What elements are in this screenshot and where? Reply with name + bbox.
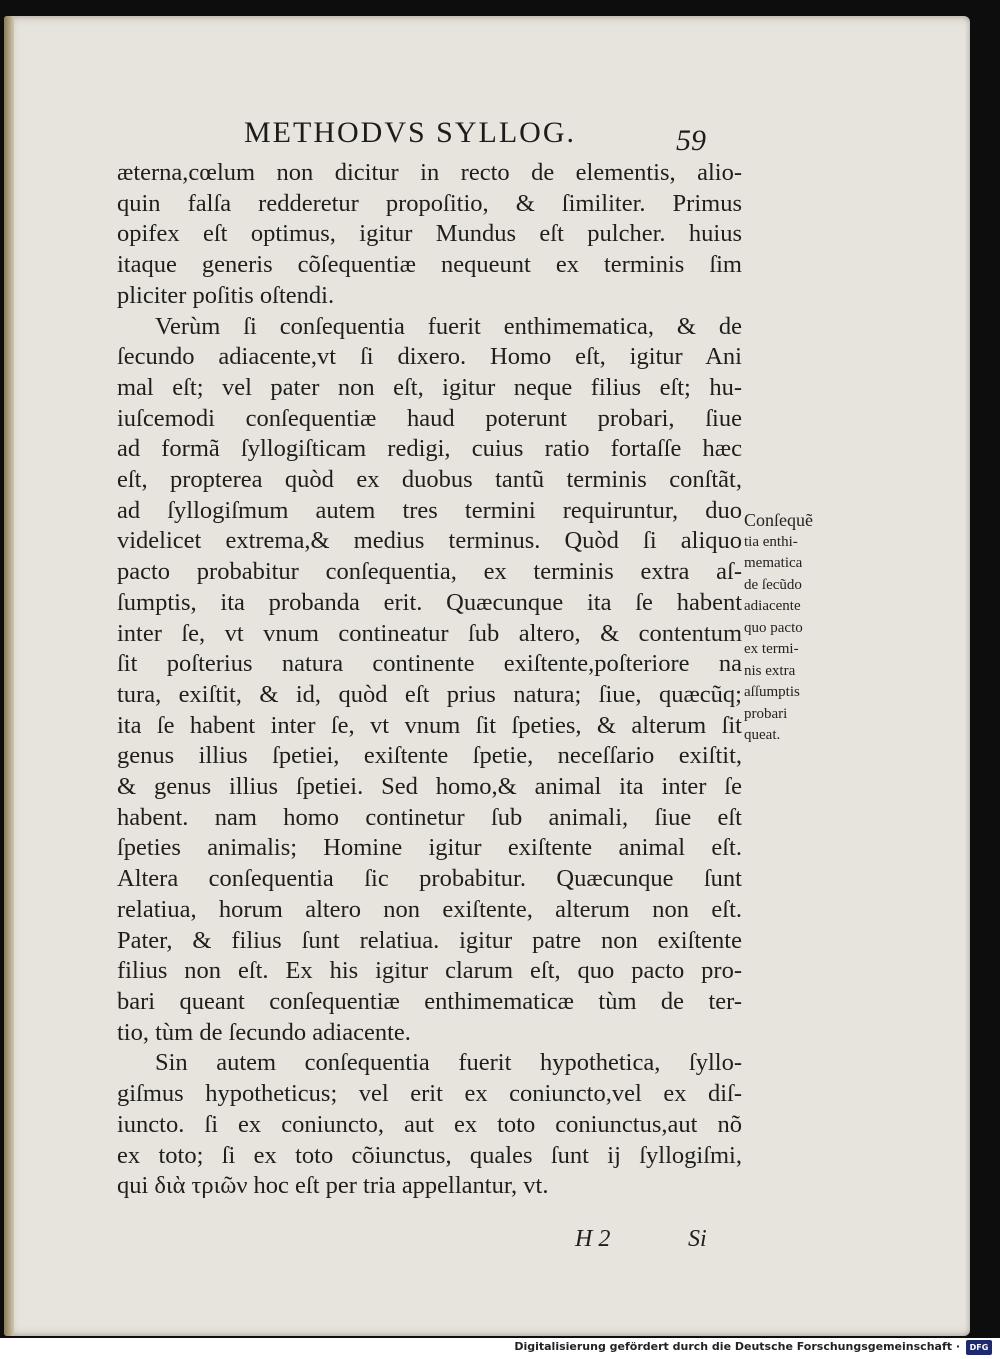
text-line: genus illius ſpetiei, exiſtente ſpetie, neceſſario exiſtit, bbox=[117, 742, 742, 770]
text-line: videlicet extrema,& medius terminus. Quòd ſi aliquo bbox=[117, 527, 742, 555]
text-line: & genus illius ſpetiei. Sed homo,& animal ita inter ſe bbox=[117, 773, 742, 801]
text-line: tio, tùm de ſecundo adiacente. bbox=[117, 1018, 411, 1046]
text-line: opifex eſt optimus, igitur Mundus eſt pulcher. huius bbox=[117, 220, 742, 248]
text-line: giſmus hypotheticus; vel erit ex coniuncto,vel ex diſ- bbox=[117, 1080, 742, 1108]
marginal-note bbox=[744, 510, 839, 747]
text-line: eſt, propterea quòd ex duobus tantũ terminis conſtãt, bbox=[117, 466, 742, 494]
margin-line: adiacente bbox=[744, 598, 801, 614]
text-line: ad formã ſyllogiſticam redigi, cuius ratio fortaſſe hæc bbox=[117, 435, 742, 463]
text-line: Sin autem conſequentia fuerit hypothetica, ſyllo- bbox=[155, 1049, 742, 1077]
main-text-block bbox=[117, 158, 742, 1202]
digitization-footer bbox=[0, 1338, 1000, 1359]
text-line: ex toto; ſi ex toto cõiunctus, quales ſunt ij ſyllogiſmi, bbox=[117, 1141, 742, 1169]
text-line: filius non eſt. Ex his igitur clarum eſt, quo pacto pro- bbox=[117, 957, 742, 985]
text-line: ſit poſterius natura continente exiſtente,poſteriore na bbox=[117, 650, 742, 678]
margin-line: probari bbox=[744, 705, 788, 722]
text-line: iuncto. ſi ex coniuncto, aut ex toto coniunctus,aut nõ bbox=[117, 1110, 742, 1138]
margin-line: de ſecũdo bbox=[744, 576, 802, 593]
text-line: ſecundo adiacente,vt ſi dixero. Homo eſt, igitur Ani bbox=[117, 343, 742, 371]
margin-line: ex termi- bbox=[744, 641, 799, 657]
text-line: qui διὰ τριῶν hoc eſt per tria appellantur, vt. bbox=[117, 1172, 549, 1200]
margin-line: mematica bbox=[744, 555, 803, 571]
margin-line: queat. bbox=[744, 727, 781, 743]
margin-line: nis extra bbox=[744, 662, 796, 679]
margin-line: Conſequẽ bbox=[744, 510, 813, 530]
margin-line: aſſumptis bbox=[744, 684, 800, 700]
text-line: itaque generis cõſequentiæ nequeunt ex terminis ſim bbox=[117, 251, 742, 279]
text-line: quin falſa redderetur propoſitio, & ſimiliter. Primus bbox=[117, 189, 742, 217]
text-line: Verùm ſi conſequentia fuerit enthimematica, & de bbox=[155, 312, 742, 340]
text-line: habent. nam homo continetur ſub animali, ſiue eſt bbox=[117, 803, 742, 831]
text-line: Pater, & filius ſunt relatiua. igitur patre non exiſtente bbox=[117, 926, 742, 954]
text-line: iuſcemodi conſequentiæ haud poterunt probari, ſiue bbox=[117, 404, 742, 432]
margin-line: tia enthi- bbox=[744, 533, 798, 550]
text-line: bari queant conſequentiæ enthimematicæ tùm de ter- bbox=[117, 987, 742, 1015]
page-spine-shadow bbox=[4, 16, 14, 1336]
text-line: ſumptis, ita probanda erit. Quæcunque ita ſe habent bbox=[117, 588, 742, 616]
text-line: æterna,cœlum non dicitur in recto de elementis, alio- bbox=[117, 159, 742, 186]
text-line: pliciter poſitis oſtendi. bbox=[117, 281, 335, 309]
book-page bbox=[4, 16, 970, 1336]
signature-mark: H 2 bbox=[575, 1226, 611, 1252]
margin-line: quo pacto bbox=[744, 619, 803, 636]
running-head: METHODVS SYLLOG. bbox=[244, 116, 576, 149]
text-line: ita ſe habent inter ſe, vt vnum ſit ſpeties, & alterum ſit bbox=[117, 711, 742, 739]
dfg-logo: DFG bbox=[966, 1340, 992, 1355]
text-line: ſpeties animalis; Homine igitur exiſtente animal eſt. bbox=[117, 834, 742, 862]
text-line: mal eſt; vel pater non eſt, igitur neque filius eſt; hu- bbox=[117, 373, 742, 401]
page-number: 59 bbox=[676, 124, 706, 157]
funding-credit: Digitalisierung gefördert durch die Deutsche Forschungsgemeinschaft · bbox=[514, 1340, 960, 1353]
text-line: ad ſyllogiſmum autem tres termini requiruntur, duo bbox=[117, 496, 742, 524]
text-line: inter ſe, vt vnum contineatur ſub altero, & contentum bbox=[117, 619, 742, 647]
text-line: tura, exiſtit, & id, quòd eſt prius natura; ſiue, quæcũq; bbox=[117, 680, 742, 708]
text-line: Altera conſequentia ſic probabitur. Quæcunque ſunt bbox=[117, 865, 742, 893]
catchword: Si bbox=[688, 1226, 707, 1252]
text-line: relatiua, horum altero non exiſtente, alterum non eſt. bbox=[117, 895, 742, 923]
text-line: pacto probabitur conſequentia, ex terminis extra aſ- bbox=[117, 558, 742, 586]
